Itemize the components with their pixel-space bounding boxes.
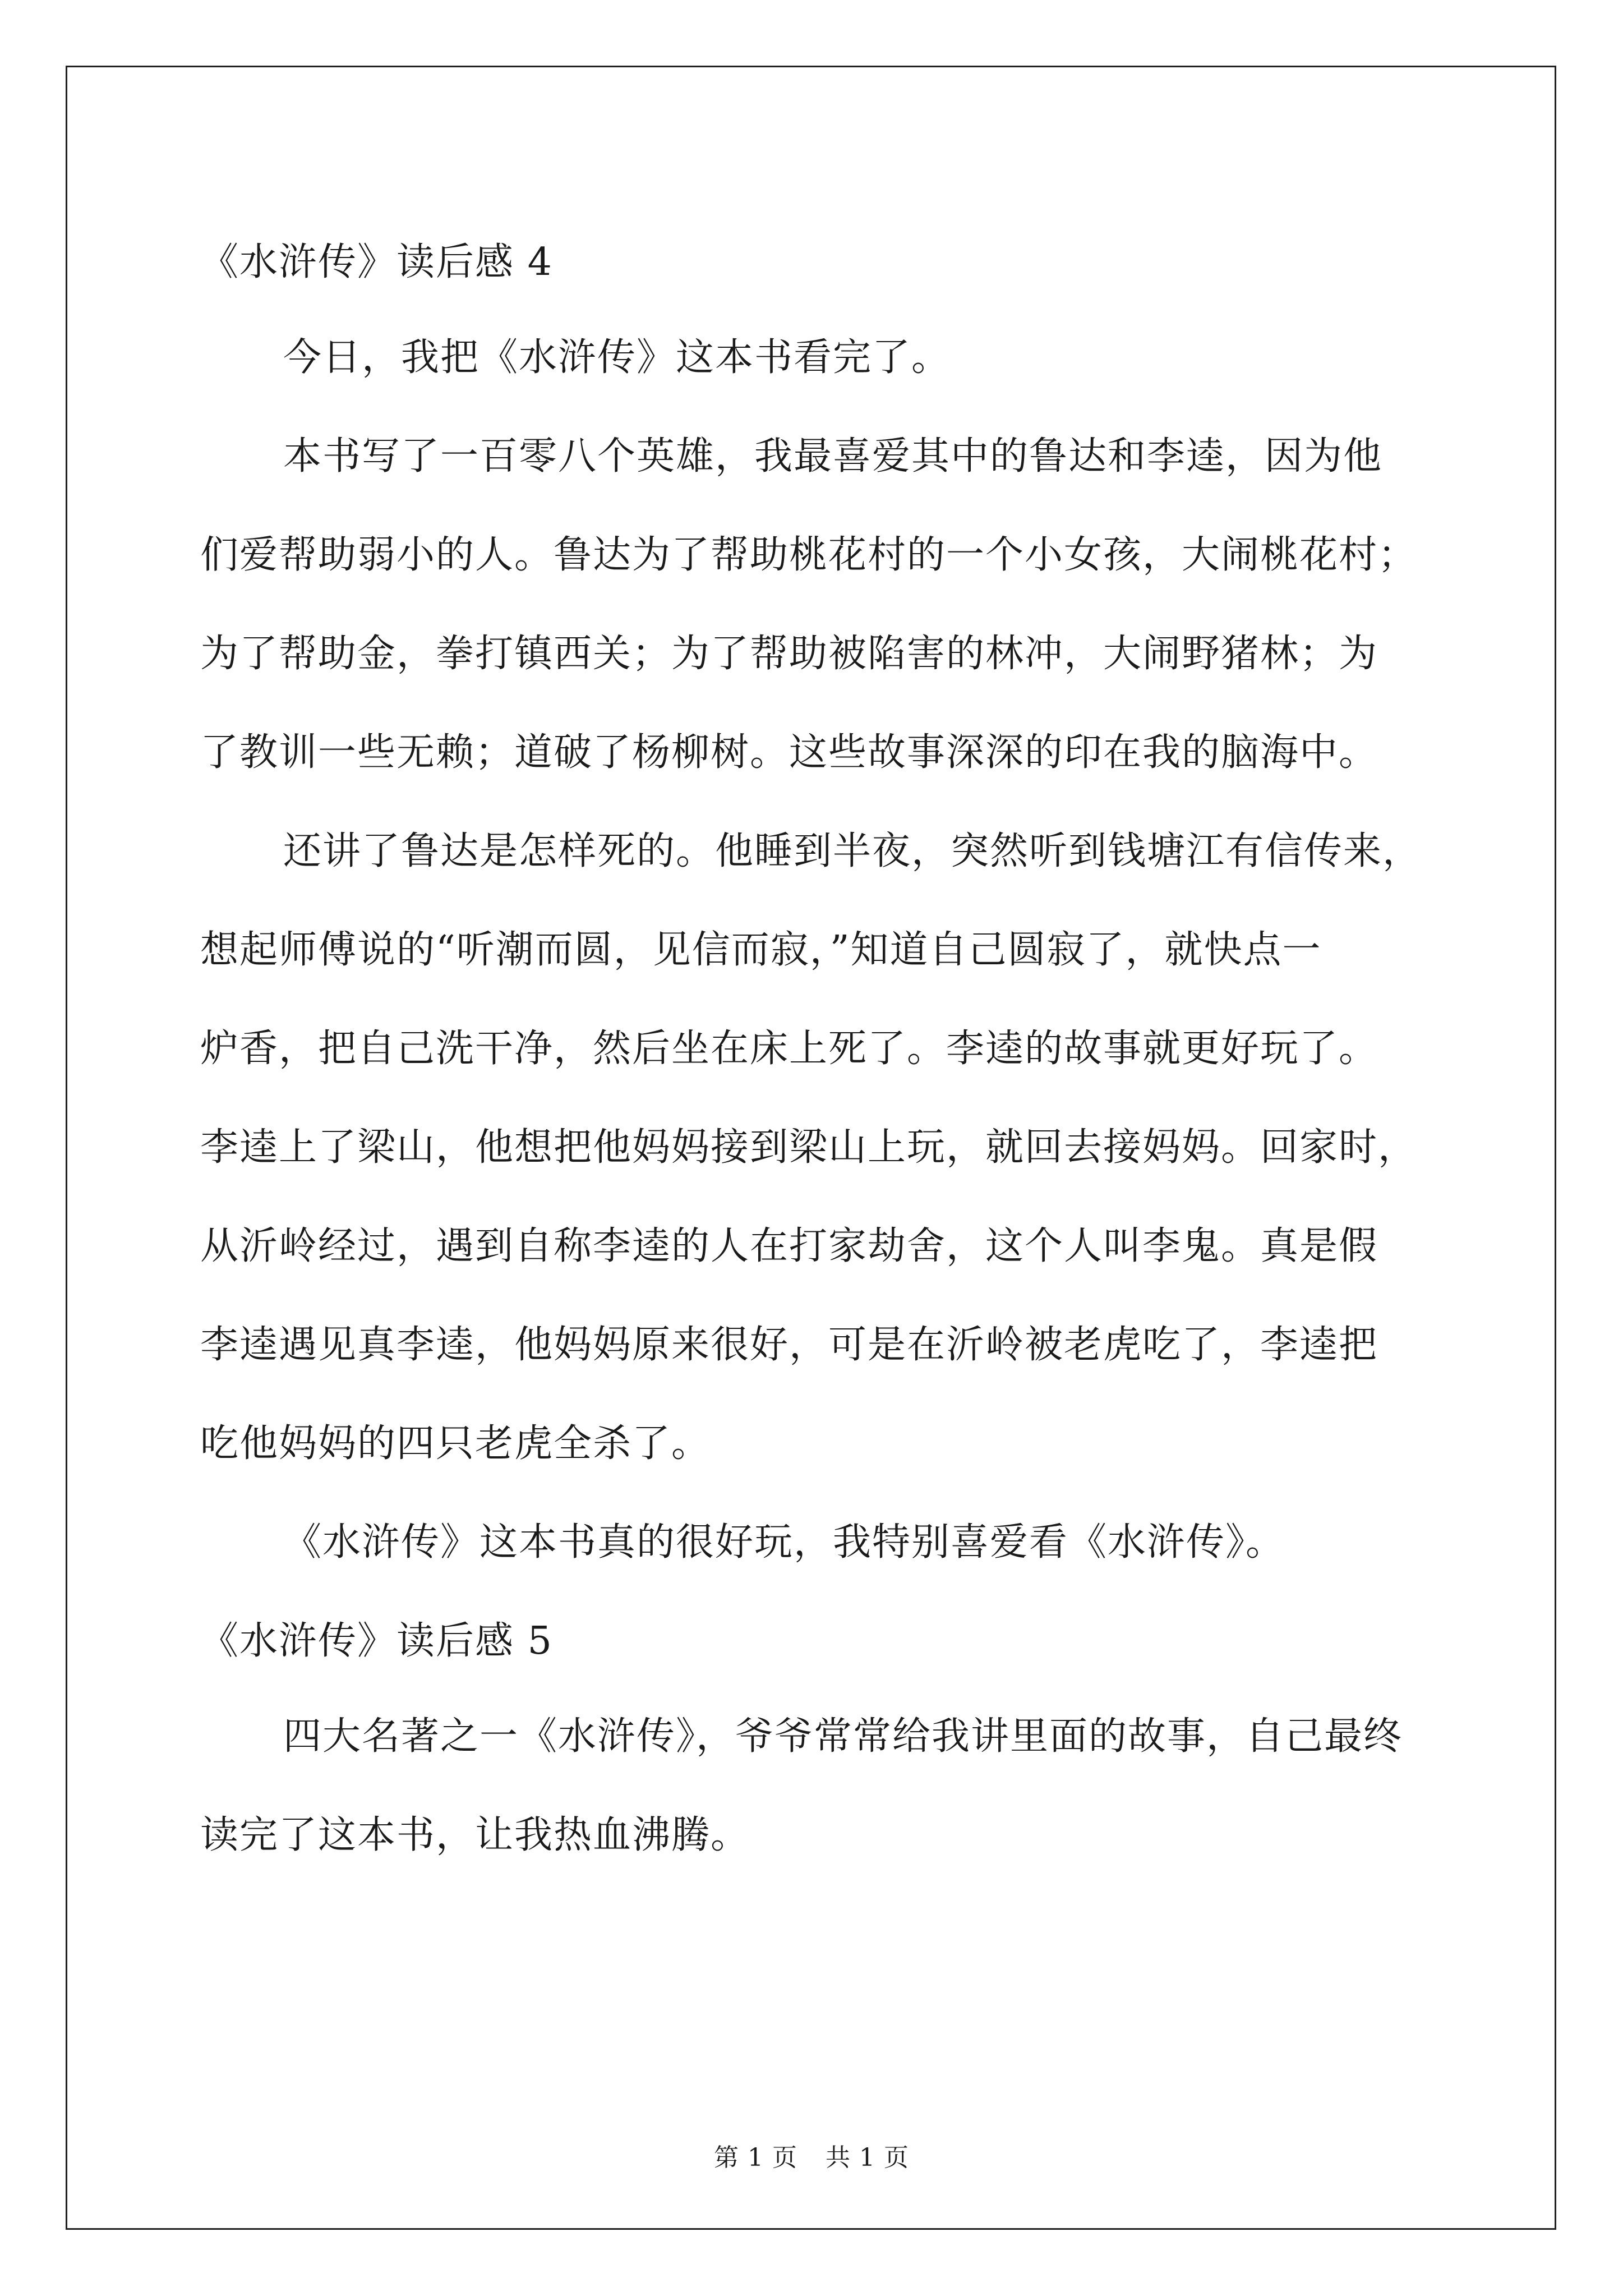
page-footer	[0, 2137, 1623, 2173]
paragraph-line: 《水浒传》这本书真的很好玩，我特别喜爱看《水浒传》。	[283, 1520, 1285, 1565]
paragraph-line: 们爱帮助弱小的人。鲁达为了帮助桃花村的一个小女孩，大闹桃花村；	[200, 533, 1418, 577]
page-total: 共 1 页	[826, 2143, 909, 2172]
paragraph-line: 本书写了一百零八个英雄，我最喜爱其中的鲁达和李逵，因为他	[283, 434, 1383, 478]
essay-title-5: 《水浒传》读后感 5	[200, 1619, 553, 1663]
paragraph-line: 李逵遇见真李逵，他妈妈原来很好，可是在沂岭被老虎吃了，李逵把	[200, 1323, 1378, 1367]
paragraph-line: 从沂岭经过，遇到自称李逵的人在打家劫舍，这个人叫李鬼。真是假	[200, 1224, 1378, 1268]
paragraph-line: 还讲了鲁达是怎样死的。他睡到半夜，突然听到钱塘江有信传来，	[283, 829, 1422, 873]
document-body	[200, 213, 1434, 1885]
paragraph-line: 读完了这本书，让我热血沸腾。	[200, 1813, 750, 1857]
paragraph-line: 吃他妈妈的四只老虎全杀了。	[200, 1421, 711, 1466]
paragraph-line: 四大名著之一《水浒传》，爷爷常常给我讲里面的故事，自己最终	[283, 1714, 1403, 1759]
paragraph-line: 了教训一些无赖；道破了杨柳树。这些故事深深的印在我的脑海中。	[200, 730, 1378, 775]
paragraph-line: 李逵上了梁山，他想把他妈妈接到梁山上玩，就回去接妈妈。回家时，	[200, 1125, 1418, 1170]
paragraph-line: 今日，我把《水浒传》这本书看完了。	[283, 335, 951, 380]
paragraph-line: 炉香，把自己洗干净，然后坐在床上死了。李逵的故事就更好玩了。	[200, 1027, 1378, 1071]
essay-title-4: 《水浒传》读后感 4	[200, 240, 553, 284]
page-number: 第 1 页	[714, 2143, 797, 2172]
paragraph-line: 想起师傅说的“听潮而圆，见信而寂，”知道自己圆寂了，就快点一	[200, 928, 1322, 972]
paragraph-line: 为了帮助金，拳打镇西关；为了帮助被陷害的林冲，大闹野猪林；为	[200, 632, 1378, 676]
